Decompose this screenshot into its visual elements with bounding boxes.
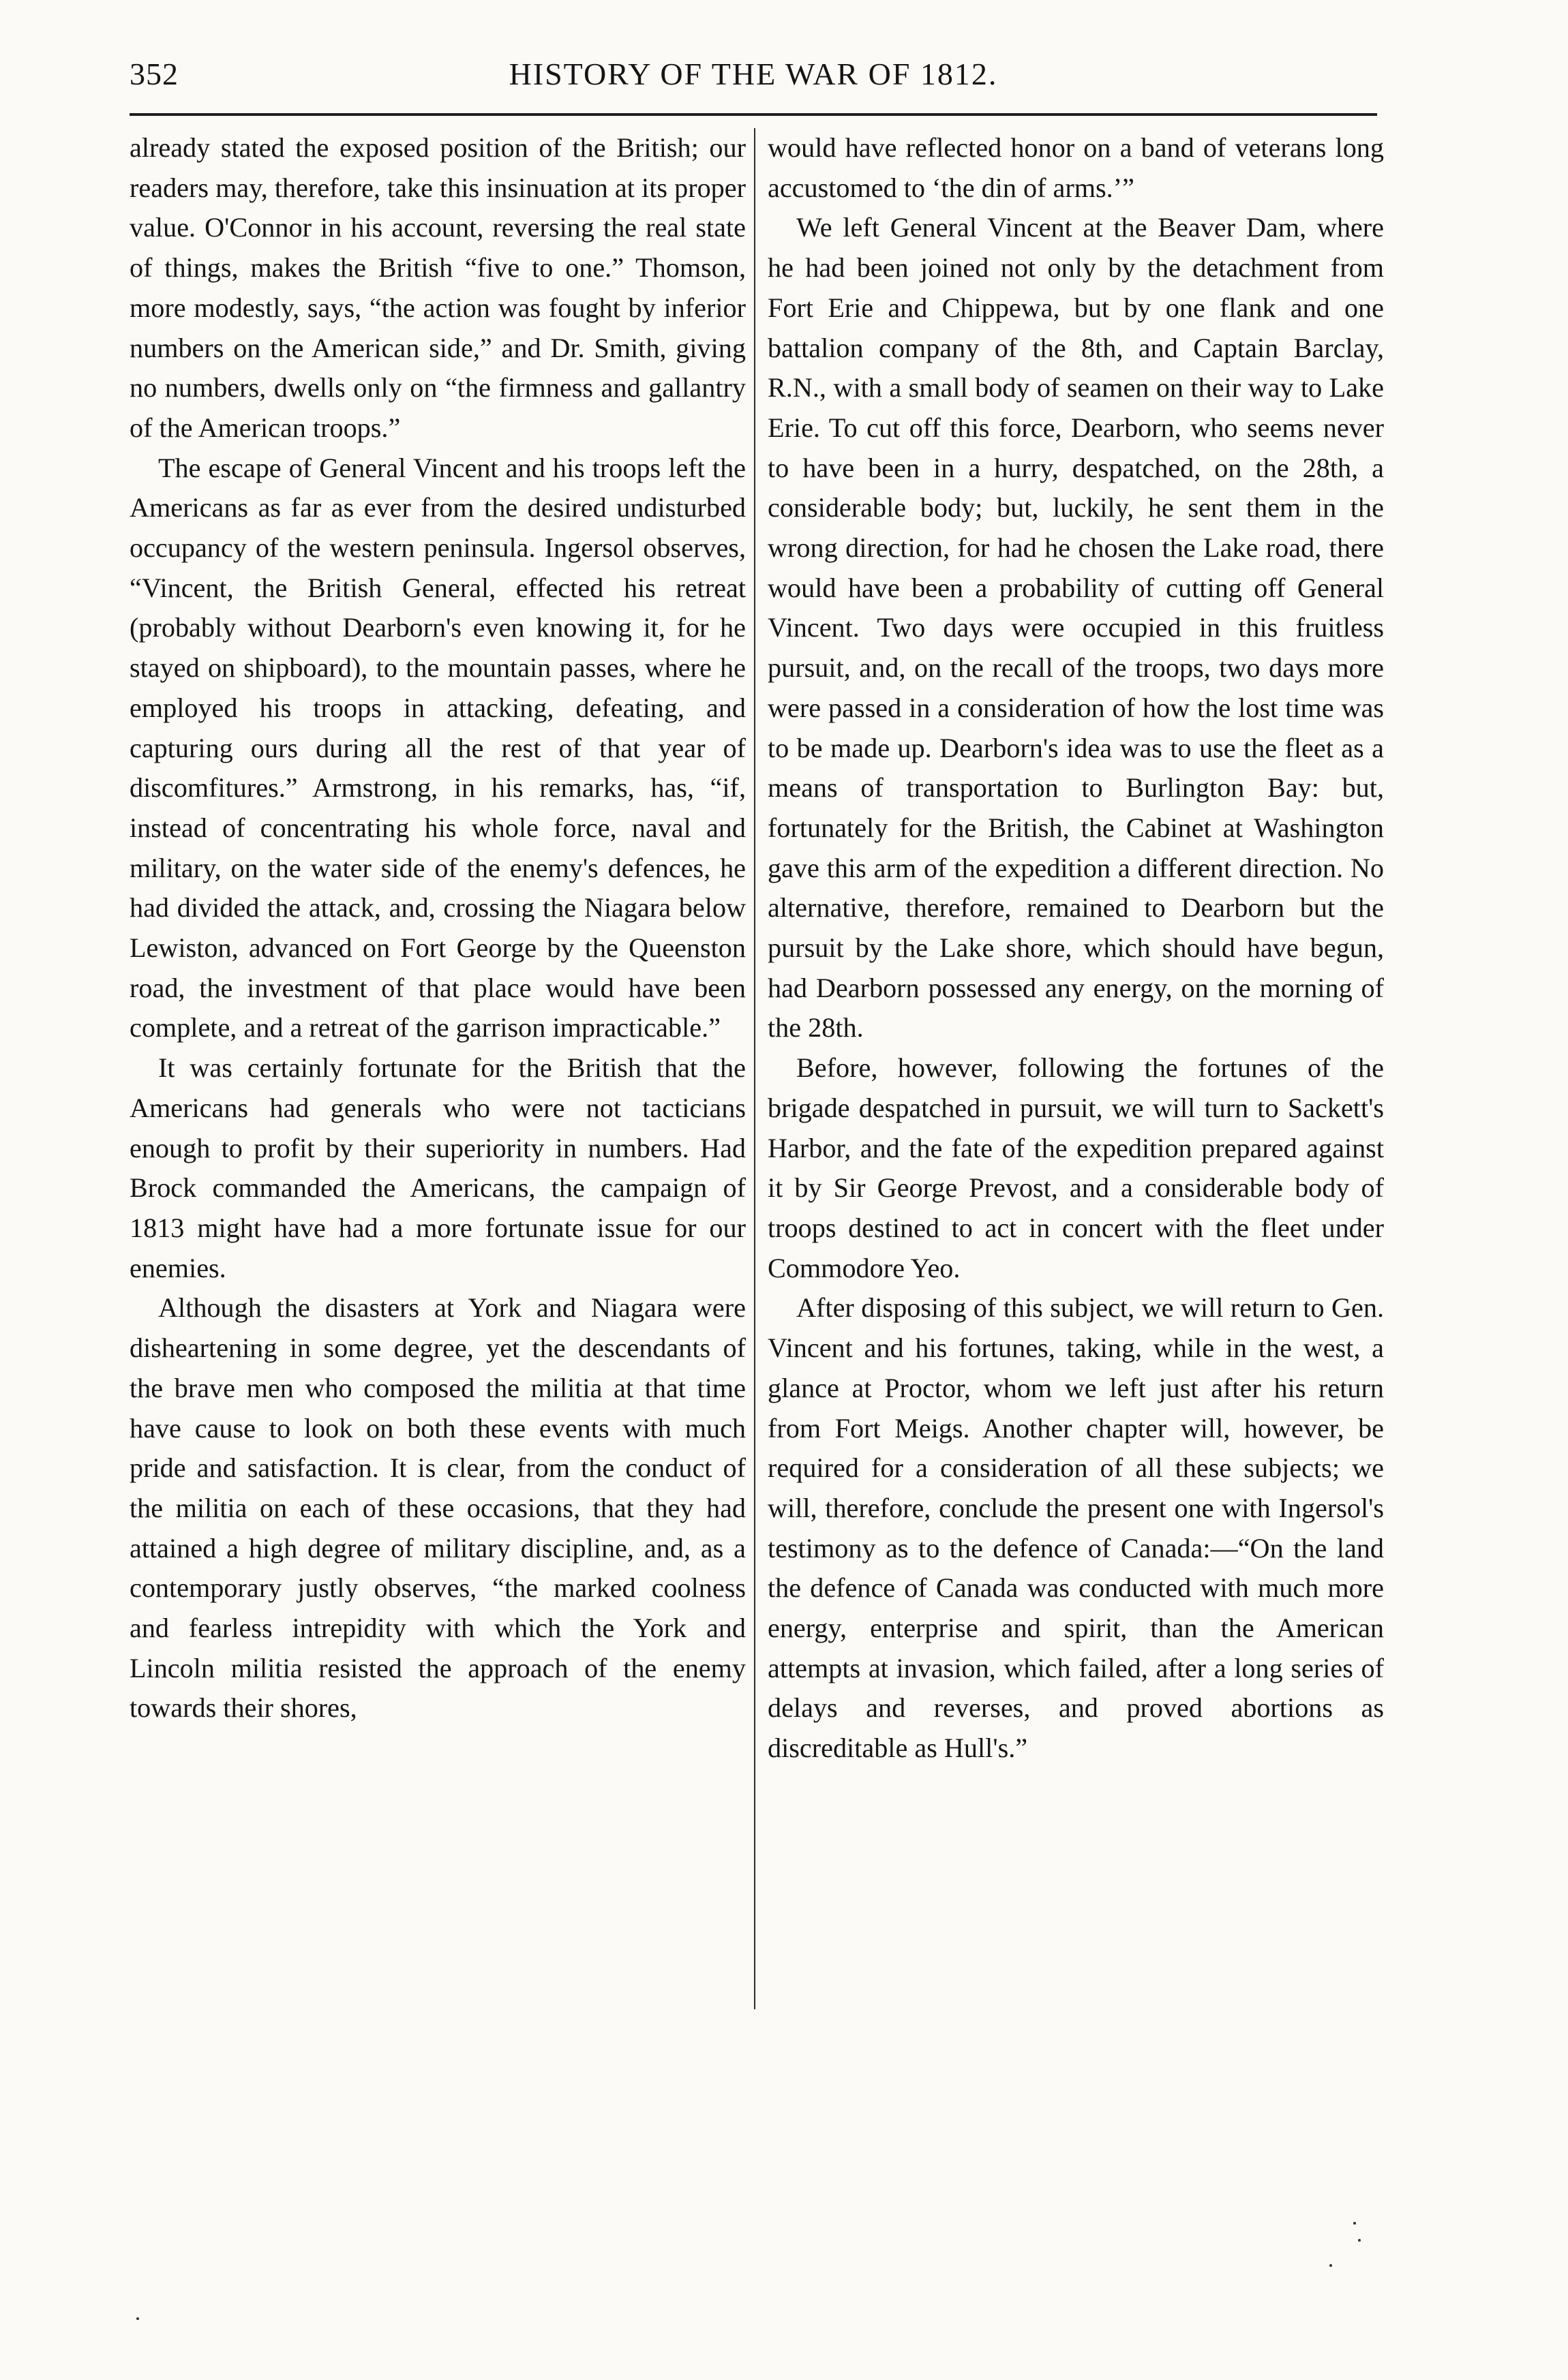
paragraph: The escape of General Vincent and his troops left the Americans as far as ever from the desired undisturbed occupancy of the western peninsula. Ingersol observes, “Vincent, the British General, effected his retreat (probably without Dearborn's even knowing it, for he stayed on shipboard), to the mountain passes, where he employed his troops in attacking, defeating, and capturing ours during all the rest of that year of discomfitures.” Armstrong, in his remarks, has, “if, instead of concentrating his whole force, naval and military, on the water side of the enemy's defences, he had divided the attack, and, crossing the Niagara below Lewiston, advanced on Fort George by the Queenston road, the investment of that place would have been complete, and a retreat of the garrison impracticable.” [130,452,746,1043]
paragraph: already stated the exposed position of the British; our readers may, therefore, take this insinuation at its proper value. O'Connor in his account, reversing the real state of things, makes the British “five to one.” Thomson, more modestly, says, “the action was fought by inferior numbers on the American side,” and Dr. Smith, giving no numbers, dwells only on “the firmness and gallantry of the American troops.” [130,132,746,443]
page-header [130,56,1377,104]
paragraph: After disposing of this subject, we will return to Gen. Vincent and his fortunes, taking, while in the west, a glance at Proctor, whom we left just after his return from Fort Meigs. Another chapter will, however, be required for a consideration of all these subjects; we will, therefore, conclude the present one with Ingersol's testimony as to the defence of Canada:—“On the land the defence of Canada was conducted with much more energy, enterprise and spirit, than the American attempts at invasion, which failed, after a long series of delays and reverses, and proved abortions as discreditable as Hull's.” [768,1292,1384,1764]
paragraph: would have reflected honor on a band of veterans long accustomed to ‘the din of arms.’” [768,132,1384,203]
paragraph: It was certainly fortunate for the British that the Americans had generals who were not tacticians enough to profit by their superiority in numbers. Had Brock commanded the Americans, the campaign of 1813 might have had a more fortunate issue for our enemies. [130,1052,746,1283]
ink-speck [136,2317,139,2320]
paragraph: Although the disasters at York and Niagara were disheartening in some degree, yet the descendants of the brave men who composed the militia at that time have cause to look on both these events with much pride and satisfaction. It is clear, from the conduct of the militia on each of these occasions, that they had attained a high degree of military discipline, and, as a contemporary justly observes, “the marked coolness and fearless intrepidity with which the York and Lincoln militia resisted the approach of the enemy towards their shores, [130,1292,746,1724]
page-number: 352 [130,57,179,91]
paragraph: We left General Vincent at the Beaver Dam, where he had been joined not only by the detachment from Fort Erie and Chippewa, but by one flank and one battalion company of the 8th, and Captain Barclay, R.N., with a small body of seamen on their way to Lake Erie. To cut off this force, Dearborn, who seems never to have been in a hurry, despatched, on the 28th, a considerable body; but, luckily, he sent them in the wrong direction, for had he chosen the Lake road, there would have been a probability of cutting off General Vincent. Two days were occupied in this fruitless pursuit, and, on the recall of the troops, two days more were passed in a consideration of how the lost time was to be made up. Dearborn's idea was to use the fleet as a means of transportation to Burlington Bay: but, fortunately for the British, the Cabinet at Washington gave this arm of the expedition a different direction. No alternative, therefore, remained to Dearborn but the pursuit by the Lake shore, which should have begun, had Dearborn possessed any energy, on the morning of the 28th. [768,212,1384,1043]
ink-speck [1329,2264,1332,2267]
header-rule [130,113,1377,116]
column-divider [754,128,755,2009]
running-title: HISTORY OF THE WAR OF 1812. [509,57,998,91]
ink-speck [1358,2239,1361,2242]
paragraph: Before, however, following the fortunes of the brigade despatched in pursuit, we will turn to Sackett's Harbor, and the fate of the expedition prepared against it by Sir George Prevost, and a considerable body of troops destined to act in concert with the fleet under Commodore Yeo. [768,1052,1384,1283]
ink-speck [1353,2222,1356,2225]
left-column [130,128,746,1728]
right-column [768,128,1384,1769]
